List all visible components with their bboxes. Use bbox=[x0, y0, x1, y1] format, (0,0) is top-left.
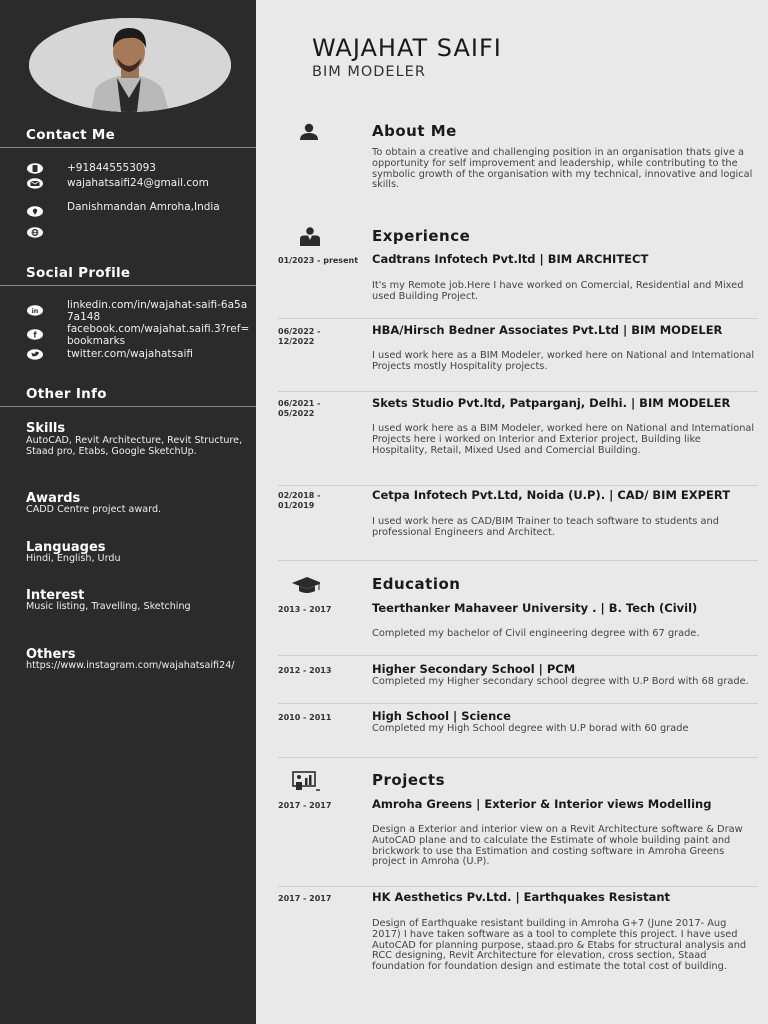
candidate-name: WAJAHAT SAIFI bbox=[312, 34, 502, 62]
project-1-desc: Design a Exterior and interior view on a Revit Architecture software & Draw AutoCAD plane and to calculate the Estimate of whole building paint and brickwork to use tha Estimation and costing software in Amroha Greens project in Amroha (U.P). bbox=[372, 824, 743, 868]
social-linkedin-text: linkedin.com/in/wajahat-saifi-6a5a7a148 bbox=[67, 299, 248, 323]
contact-item-location bbox=[26, 201, 251, 217]
contact-phone-text: +918445553093 bbox=[67, 162, 156, 174]
profile-photo-image bbox=[29, 18, 231, 112]
briefcase-person-icon bbox=[290, 226, 320, 248]
social-divider bbox=[0, 285, 256, 286]
experience-1-date: 01/2023 - present bbox=[278, 256, 359, 265]
experience-separator bbox=[278, 318, 758, 319]
project-2-title: HK Aesthetics Pv.Ltd. | Earthquakes Resistant bbox=[372, 890, 671, 904]
svg-text:f: f bbox=[33, 330, 37, 340]
social-item-facebook[interactable] bbox=[26, 323, 251, 347]
skills-heading: Skills bbox=[26, 421, 66, 436]
phone-icon bbox=[26, 163, 44, 174]
social-facebook-text: facebook.com/wajahat.saifi.3?ref=bookmarks bbox=[67, 323, 250, 347]
experience-2-desc: I used work here as a BIM Modeler, worked here on National and International Projects mostly Hospitality projects. bbox=[372, 350, 755, 372]
contact-email-text: wajahatsaifi24@gmail.com bbox=[67, 177, 209, 189]
projects-icon bbox=[290, 770, 320, 792]
experience-1-title: Cadtrans Infotech Pvt.ltd | BIM ARCHITECT bbox=[372, 252, 649, 266]
experience-3-date: 06/2021 - 05/2022 bbox=[278, 399, 321, 418]
awards-text: CADD Centre project award. bbox=[26, 504, 162, 515]
others-link[interactable]: https://www.instagram.com/wajahatsaifi24/ bbox=[26, 660, 235, 671]
contact-item-website[interactable] bbox=[26, 226, 251, 238]
email-icon bbox=[26, 178, 44, 189]
others-heading: Others bbox=[26, 647, 76, 662]
about-heading: About Me bbox=[372, 122, 457, 140]
experience-2-title: HBA/Hirsch Bedner Associates Pvt.Ltd | BIM MODELER bbox=[372, 323, 723, 337]
experience-heading: Experience bbox=[372, 227, 471, 245]
experience-4-title: Cetpa Infotech Pvt.Ltd, Noida (U.P). | CAD/ BIM EXPERT bbox=[372, 488, 731, 502]
education-heading: Education bbox=[372, 575, 461, 593]
project-1-title: Amroha Greens | Exterior & Interior views Modelling bbox=[372, 797, 712, 811]
awards-heading: Awards bbox=[26, 491, 81, 506]
main-content bbox=[256, 0, 768, 1024]
interest-text: Music listing, Travelling, Sketching bbox=[26, 601, 191, 612]
social-item-twitter[interactable] bbox=[26, 348, 251, 360]
experience-3-title: Skets Studio Pvt.ltd, Patparganj, Delhi. | BIM MODELER bbox=[372, 396, 731, 410]
experience-1-desc: It's my Remote job.Here I have worked on Comercial, Residential and Mixed used Building Project. bbox=[372, 280, 744, 302]
projects-separator bbox=[278, 886, 758, 887]
project-1-date: 2017 - 2017 bbox=[278, 801, 332, 810]
skills-text: AutoCAD, Revit Architecture, Revit Structure, Staad pro, Etabs, Google SketchUp. bbox=[26, 435, 243, 457]
contact-item-phone[interactable] bbox=[26, 162, 251, 174]
contact-item-email[interactable] bbox=[26, 177, 251, 189]
social-heading: Social Profile bbox=[26, 265, 131, 281]
globe-icon bbox=[26, 227, 44, 238]
education-1-desc: Completed my bachelor of Civil engineering degree with 67 grade. bbox=[372, 628, 700, 639]
svg-text:in: in bbox=[31, 307, 39, 315]
contact-divider bbox=[0, 147, 256, 148]
education-1-title: Teerthanker Mahaveer University . | B. Tech (Civil) bbox=[372, 601, 698, 615]
experience-separator bbox=[278, 485, 758, 486]
education-3-date: 2010 - 2011 bbox=[278, 713, 332, 722]
education-2-date: 2012 - 2013 bbox=[278, 666, 332, 675]
experience-4-desc: I used work here as CAD/BIM Trainer to teach software to students and professional Engineers and Architect. bbox=[372, 516, 719, 538]
education-separator bbox=[278, 757, 758, 758]
project-2-desc: Design of Earthquake resistant building in Amroha G+7 (June 2017- Aug 2017) I have taken software as a tool to complete this project. I have used AutoCAD for planning purpose, staad.pro & Etabs for structural analysis and RCC designing, Revit Architecture for elevation, cross section, Staad foundation for foundation design and estimate the total cost of building. bbox=[372, 918, 747, 973]
sidebar bbox=[0, 0, 256, 1024]
experience-3-desc: I used work here as a BIM Modeler, worked here on National and International Projects here i worked on Interior and Exterior project, Building like Hospitality, Retail, Mixed Used and Comercial Building. bbox=[372, 423, 755, 456]
interest-heading: Interest bbox=[26, 588, 85, 603]
education-2-title: Higher Secondary School | PCM bbox=[372, 662, 576, 676]
other-info-divider bbox=[0, 406, 256, 407]
languages-heading: Languages bbox=[26, 540, 106, 555]
education-1-date: 2013 - 2017 bbox=[278, 605, 332, 614]
education-separator bbox=[278, 655, 758, 656]
education-2-desc: Completed my Higher secondary school degree with U.P Bord with 68 grade. bbox=[372, 676, 749, 687]
contact-location-text: Danishmandan Amroha,India bbox=[67, 201, 220, 213]
person-icon bbox=[290, 122, 320, 144]
project-2-date: 2017 - 2017 bbox=[278, 894, 332, 903]
languages-text: Hindi, English, Urdu bbox=[26, 553, 121, 564]
experience-2-date: 06/2022 - 12/2022 bbox=[278, 327, 321, 346]
education-3-desc: Completed my High School degree with U.P borad with 60 grade bbox=[372, 723, 689, 734]
education-separator bbox=[278, 703, 758, 704]
contact-heading: Contact Me bbox=[26, 127, 116, 143]
graduation-cap-icon bbox=[290, 574, 320, 596]
location-icon bbox=[26, 206, 44, 217]
twitter-icon bbox=[26, 349, 44, 360]
projects-heading: Projects bbox=[372, 771, 446, 789]
education-3-title: High School | Science bbox=[372, 709, 511, 723]
social-twitter-text: twitter.com/wajahatsaifi bbox=[67, 348, 193, 360]
candidate-role: BIM MODELER bbox=[312, 64, 426, 80]
social-item-linkedin[interactable] bbox=[26, 299, 251, 323]
experience-separator bbox=[278, 391, 758, 392]
linkedin-icon bbox=[26, 305, 44, 316]
other-info-heading: Other Info bbox=[26, 386, 107, 402]
experience-separator bbox=[278, 560, 758, 561]
about-text: To obtain a creative and challenging position in an organisation thats give a opportunity for self improvement and leadership, while contributing to the symbolic growth of the organisation with my technical, innovative and logical skills. bbox=[372, 147, 753, 191]
profile-photo bbox=[29, 18, 231, 112]
experience-4-date: 02/2018 - 01/2019 bbox=[278, 491, 321, 510]
facebook-icon bbox=[26, 329, 44, 340]
